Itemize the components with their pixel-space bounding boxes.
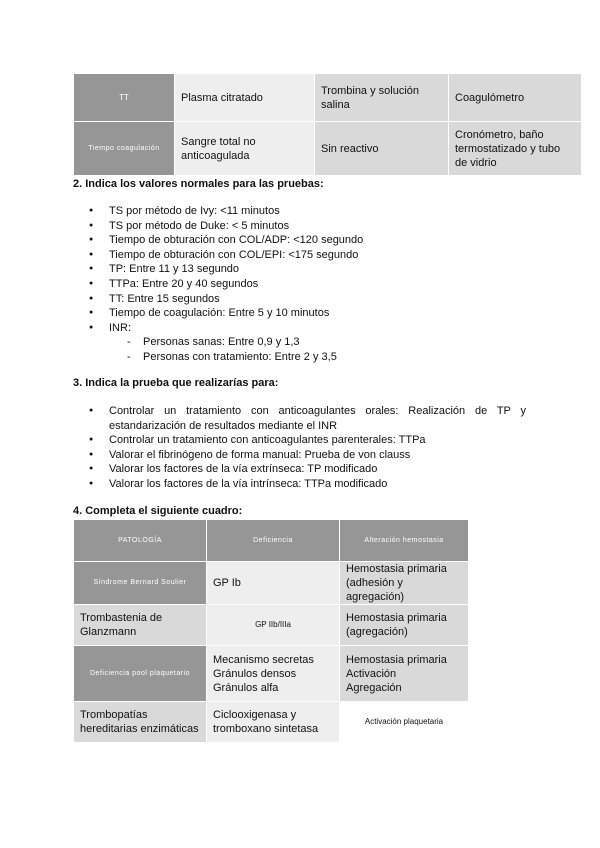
reagent-cell: Trombina y solución salina	[315, 74, 449, 122]
pathology-cell: Síndrome Bernard Soulier	[74, 562, 207, 605]
list-item: ● Tiempo de coagulación: Entre 5 y 10 minutos	[73, 306, 533, 321]
list-item: ● Valorar los factores de la vía extrínseca: TP modificado	[73, 462, 526, 477]
list-item: ● Tiempo de obturación con COL/ADP: <120 segundo	[73, 233, 533, 248]
sub-list-item: - Personas sanas: Entre 0,9 y 1,3	[109, 335, 533, 350]
inr-label: INR:	[109, 321, 131, 334]
table-row	[74, 562, 469, 605]
alteration-cell: Hemostasia primaria Activación Agregación	[340, 646, 469, 702]
sub-list-item: - Personas con tratamiento: Entre 2 y 3,5	[109, 350, 533, 365]
normal-values-list	[73, 204, 533, 365]
inr-sublist	[109, 335, 533, 364]
tests-table	[73, 73, 582, 176]
alteration-cell: Hemostasia primaria (agregación)	[340, 605, 469, 646]
instrument-cell: Coagulómetro	[449, 74, 582, 122]
table-row	[74, 702, 469, 743]
column-header-pathology: PATOLOGÍA	[74, 520, 207, 562]
list-item-inr	[73, 321, 533, 365]
list-item: ● TS por método de Ivy: <11 minutos	[73, 204, 533, 219]
sample-cell: Plasma citratado	[175, 74, 315, 122]
section-4-heading: 4. Completa el siguiente cuadro:	[73, 505, 243, 517]
deficiency-cell: Mecanismo secretas Gránulos densos Gránulos alfa	[207, 646, 340, 702]
tests-to-perform-list	[73, 404, 526, 492]
section-2-heading: 2. Indica los valores normales para las pruebas:	[73, 178, 324, 190]
list-item: ● Tiempo de obturación con COL/EPI: <175 segundo	[73, 248, 533, 263]
alteration-cell: Hemostasia primaria (adhesión y agregación)	[340, 562, 469, 605]
list-item: ● TTPa: Entre 20 y 40 segundos	[73, 277, 533, 292]
list-item: ● TS por método de Duke: < 5 minutos	[73, 219, 533, 234]
table-row	[74, 646, 469, 702]
table-row	[74, 122, 582, 176]
list-item: ● Valorar el fibrinógeno de forma manual: Prueba de von clauss	[73, 448, 526, 463]
pathology-cell: Deficiencia pool plaquetario	[74, 646, 207, 702]
table-row	[74, 605, 469, 646]
pathology-cell: Trombastenia de Glanzmann	[74, 605, 207, 646]
list-item: ● TP: Entre 11 y 13 segundo	[73, 262, 533, 277]
list-item: ● Valorar los factores de la vía intrínseca: TTPa modificado	[73, 477, 526, 492]
deficiency-cell: GP Ib	[207, 562, 340, 605]
instrument-cell: Cronómetro, baño termostatizado y tubo de vidrio	[449, 122, 582, 176]
pathology-cell: Trombopatías hereditarias enzimáticas	[74, 702, 207, 743]
column-header-alteration: Alteración hemostasia	[340, 520, 469, 562]
table-header-row	[74, 520, 469, 562]
section-3-heading: 3. Indica la prueba que realizarías para:	[73, 377, 279, 389]
test-name-cell: Tiempo coagulación	[74, 122, 175, 176]
deficiency-cell: Ciclooxigenasa y tromboxano sintetasa	[207, 702, 340, 743]
sample-cell: Sangre total no anticoagulada	[175, 122, 315, 176]
column-header-deficiency: Deficiencia	[207, 520, 340, 562]
table-row	[74, 74, 582, 122]
pathology-table	[73, 519, 469, 743]
list-item: ● Controlar un tratamiento con anticoagulantes parenterales: TTPa	[73, 433, 526, 448]
alteration-cell: Activación plaquetaria	[340, 702, 469, 743]
list-item: ● Controlar un tratamiento con anticoagulantes orales: Realización de TP y estandarización de resultados mediante el INR	[73, 404, 526, 433]
test-name-cell: TT	[74, 74, 175, 122]
deficiency-cell: GP IIb/IIIa	[207, 605, 340, 646]
list-item: ● TT: Entre 15 segundos	[73, 292, 533, 307]
reagent-cell: Sin reactivo	[315, 122, 449, 176]
